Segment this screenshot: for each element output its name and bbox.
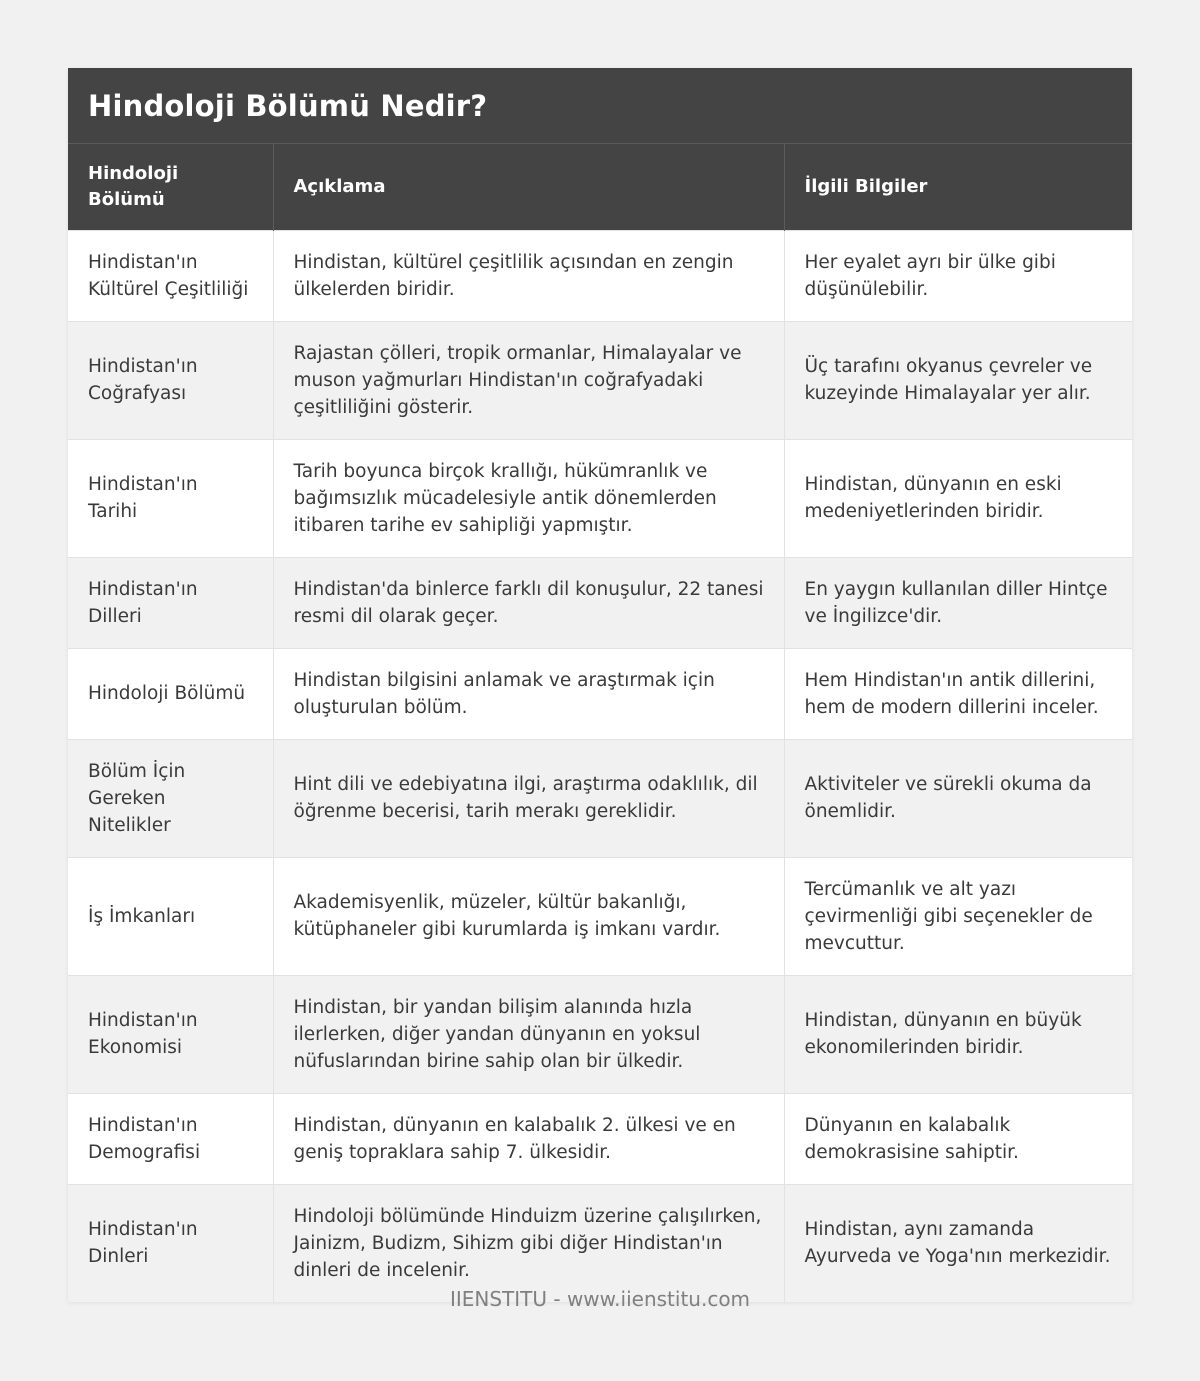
cell-related-info: Dünyanın en kalabalık demokrasisine sahiptir. — [784, 1093, 1132, 1184]
table-header-row — [68, 144, 1132, 230]
cell-description: Hindistan, bir yandan bilişim alanında hızla ilerlerken, diğer yandan dünyanın en yoksul nüfuslarından birine sahip olan bir ülkedir. — [273, 975, 784, 1093]
cell-related-info: Hem Hindistan'ın antik dillerini, hem de modern dillerini inceler. — [784, 648, 1132, 739]
cell-description: Hindistan, kültürel çeşitlilik açısından en zengin ülkelerden biridir. — [273, 230, 784, 321]
cell-related-info: Hindistan, dünyanın en büyük ekonomilerinden biridir. — [784, 975, 1132, 1093]
table-row — [68, 557, 1132, 648]
title-bar — [68, 68, 1132, 144]
column-header-section: Hindoloji Bölümü — [68, 144, 273, 230]
cell-related-info: Her eyalet ayrı bir ülke gibi düşünülebilir. — [784, 230, 1132, 321]
column-header-description: Açıklama — [273, 144, 784, 230]
table-row — [68, 739, 1132, 857]
cell-section: Hindistan'ın Dinleri — [68, 1184, 273, 1302]
cell-related-info: Hindistan, dünyanın en eski medeniyetlerinden biridir. — [784, 439, 1132, 557]
cell-section: Hindistan'ın Coğrafyası — [68, 321, 273, 439]
page-title: Hindoloji Bölümü Nedir? — [88, 88, 488, 123]
cell-section: Hindistan'ın Ekonomisi — [68, 975, 273, 1093]
table-row — [68, 1184, 1132, 1302]
table-row — [68, 439, 1132, 557]
cell-description: Akademisyenlik, müzeler, kültür bakanlığı, kütüphaneler gibi kurumlarda iş imkanı vardır. — [273, 857, 784, 975]
cell-section: Hindistan'ın Tarihi — [68, 439, 273, 557]
table-row — [68, 1093, 1132, 1184]
cell-section: Hindistan'ın Kültürel Çeşitliliği — [68, 230, 273, 321]
cell-related-info: Hindistan, aynı zamanda Ayurveda ve Yoga'nın merkezidir. — [784, 1184, 1132, 1302]
cell-section: İş İmkanları — [68, 857, 273, 975]
cell-description: Hindoloji bölümünde Hinduizm üzerine çalışılırken, Jainizm, Budizm, Sihizm gibi diğer Hindistan'ın dinleri de incelenir. — [273, 1184, 784, 1302]
cell-description: Hint dili ve edebiyatına ilgi, araştırma odaklılık, dil öğrenme becerisi, tarih merakı gereklidir. — [273, 739, 784, 857]
table-row — [68, 230, 1132, 321]
column-header-related-info: İlgili Bilgiler — [784, 144, 1132, 230]
cell-section: Hindistan'ın Demografisi — [68, 1093, 273, 1184]
info-table — [68, 144, 1132, 1302]
cell-description: Hindistan, dünyanın en kalabalık 2. ülkesi ve en geniş topraklara sahip 7. ülkesidir. — [273, 1093, 784, 1184]
cell-description: Rajastan çölleri, tropik ormanlar, Himalayalar ve muson yağmurları Hindistan'ın coğrafyadaki çeşitliliğini gösterir. — [273, 321, 784, 439]
cell-related-info: En yaygın kullanılan diller Hintçe ve İngilizce'dir. — [784, 557, 1132, 648]
table-row — [68, 975, 1132, 1093]
cell-description: Hindistan'da binlerce farklı dil konuşulur, 22 tanesi resmi dil olarak geçer. — [273, 557, 784, 648]
cell-description: Hindistan bilgisini anlamak ve araştırmak için oluşturulan bölüm. — [273, 648, 784, 739]
footer-credit: IIENSTITU - www.iienstitu.com — [449, 1287, 751, 1311]
cell-description: Tarih boyunca birçok krallığı, hükümranlık ve bağımsızlık mücadelesiyle antik dönemlerden itibaren tarihe ev sahipliği yapmıştır. — [273, 439, 784, 557]
cell-section: Hindoloji Bölümü — [68, 648, 273, 739]
table-row — [68, 857, 1132, 975]
content-card — [68, 68, 1132, 1302]
cell-related-info: Tercümanlık ve alt yazı çevirmenliği gibi seçenekler de mevcuttur. — [784, 857, 1132, 975]
table-row — [68, 648, 1132, 739]
cell-related-info: Aktiviteler ve sürekli okuma da önemlidir. — [784, 739, 1132, 857]
cell-section: Hindistan'ın Dilleri — [68, 557, 273, 648]
cell-related-info: Üç tarafını okyanus çevreler ve kuzeyinde Himalayalar yer alır. — [784, 321, 1132, 439]
cell-section: Bölüm İçin Gereken Nitelikler — [68, 739, 273, 857]
table-row — [68, 321, 1132, 439]
